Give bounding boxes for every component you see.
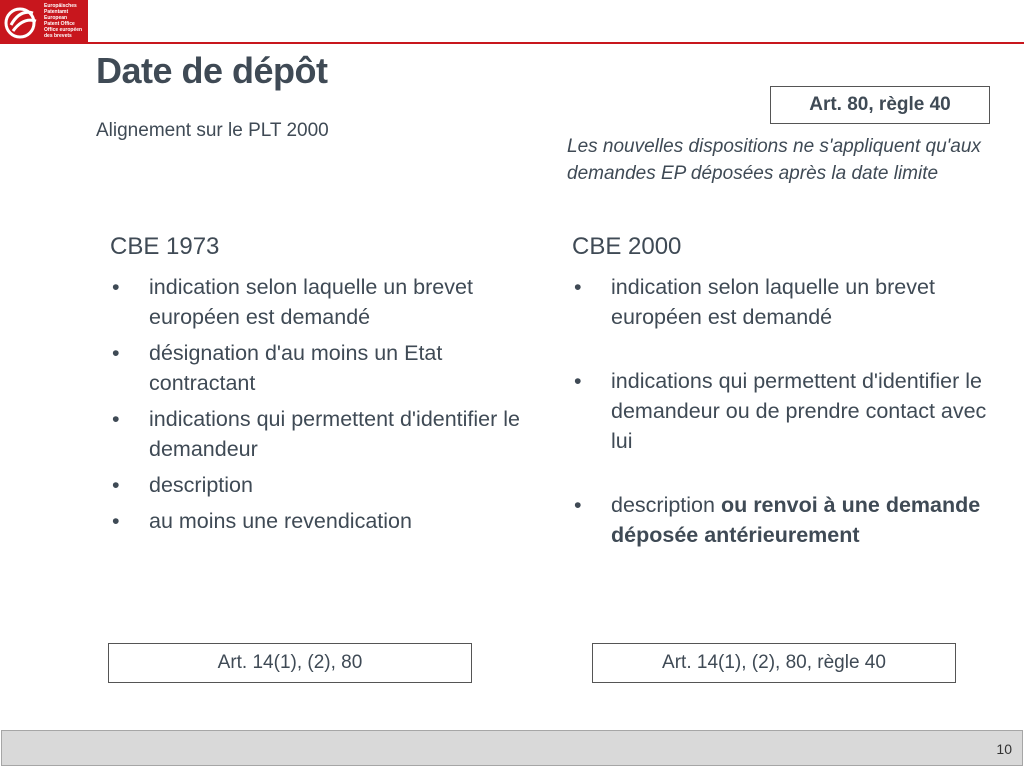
bullet-icon: • [112,473,120,497]
epo-logo-mark-icon [3,3,39,41]
list-item: • indication selon laquelle un brevet européen est demandé [572,272,992,332]
bullet-icon: • [112,509,120,533]
cbe-2000-column [572,232,992,556]
bullet-icon: • [112,341,120,365]
article-reference-cbe-1973: Art. 14(1), (2), 80 [108,643,472,683]
cbe-2000-heading: CBE 2000 [572,233,682,260]
bullet-icon: • [112,407,120,431]
list-item: • indications qui permettent d'identifier le demandeur ou de prendre contact avec lui [572,366,992,456]
slide-title: Date de dépôt [96,50,328,91]
list-item: • désignation d'au moins un Etat contractant [110,338,530,398]
list-item: • description [110,470,530,500]
bullet-icon: • [574,369,582,393]
description-emphasis: ou renvoi à une demande déposée antérieurement [611,493,981,547]
article-reference-top: Art. 80, règle 40 [770,86,990,124]
bullet-icon: • [574,493,582,517]
header-rule [88,42,1024,44]
cbe-1973-column [110,232,530,542]
list-item [572,490,992,550]
slide-footer [1,730,1023,766]
cbe-1973-heading: CBE 1973 [110,233,220,260]
epo-logo [0,0,88,44]
page-number: 10 [996,741,1012,757]
list-item: • indications qui permettent d'identifier le demandeur [110,404,530,464]
bullet-icon: • [574,275,582,299]
article-reference-cbe-2000: Art. 14(1), (2), 80, règle 40 [592,643,956,683]
epo-logo-text: Europäisches Patentamt European Patent Office Office européen des brevets [44,3,83,39]
slide-subtitle: Alignement sur le PLT 2000 [96,120,329,141]
applicability-note: Les nouvelles dispositions ne s'appliquent qu'aux demandes EP déposées après la date limite [567,136,981,184]
list-item: • indication selon laquelle un brevet européen est demandé [110,272,530,332]
cbe-1973-list [110,272,530,536]
cbe-2000-list [572,272,992,550]
bullet-icon: • [112,275,120,299]
list-item: • au moins une revendication [110,506,530,536]
description-text: description [611,493,721,517]
